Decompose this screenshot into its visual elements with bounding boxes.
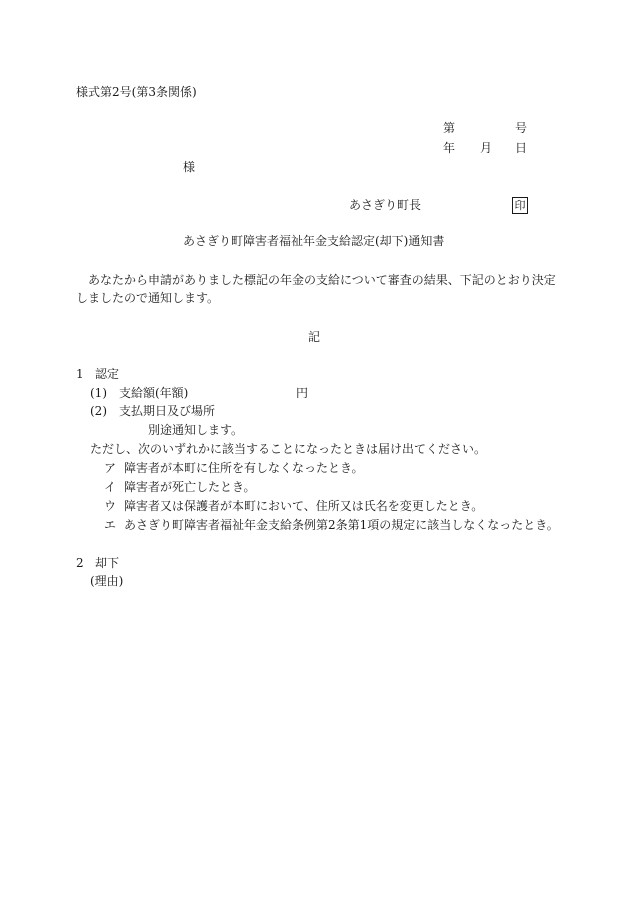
issuer-name: あさぎり町長 (349, 198, 422, 212)
date-year: 年 (443, 141, 456, 155)
number-suffix: 号 (515, 121, 528, 135)
item2-detail: 別途通知します。 (148, 423, 244, 437)
date-day: 日 (515, 141, 528, 155)
body-line-1: あなたから申請がありました標記の年金の支給について審査の結果、下記のとおり決定 (88, 273, 556, 287)
addressee-suffix: 様 (183, 160, 196, 174)
condition-mark: エ (104, 518, 117, 532)
item2-label: 支払期日及び場所 (119, 404, 216, 418)
item1-label: 支給額(年額) (119, 386, 189, 400)
date-month: 月 (480, 141, 493, 155)
document-title: あさぎり町障害者福祉年金支給認定(却下)通知書 (183, 234, 445, 248)
proviso-text: ただし、次のいずれかに該当することになったときは届け出てください。 (90, 442, 487, 456)
condition-text: あさぎり町障害者福祉年金支給条例第2条第1項の規定に該当しなくなったとき。 (124, 518, 559, 532)
number-prefix: 第 (443, 121, 456, 135)
condition-mark: ア (104, 461, 117, 475)
condition-mark: イ (104, 480, 117, 494)
body-line-2: しましたので通知します。 (76, 291, 220, 305)
item1-unit: 円 (296, 386, 309, 400)
condition-text: 障害者が死亡したとき。 (124, 480, 256, 494)
section1-number: 1 (76, 367, 84, 381)
form-label: 様式第2号(第3条関係) (76, 85, 197, 99)
condition-text: 障害者が本町に住所を有しなくなったとき。 (124, 461, 364, 475)
seal-stamp: 印 (512, 197, 528, 214)
section1-heading: 認定 (95, 367, 120, 381)
item1-number: (1) (90, 386, 107, 400)
condition-mark: ウ (104, 499, 117, 513)
ki-marker: 記 (308, 330, 321, 344)
condition-text: 障害者又は保護者が本町において、住所又は氏名を変更したとき。 (124, 499, 484, 513)
reason-label: (理由) (90, 574, 124, 588)
section2-number: 2 (76, 556, 84, 570)
item2-number: (2) (90, 404, 107, 418)
section2-heading: 却下 (95, 556, 120, 570)
